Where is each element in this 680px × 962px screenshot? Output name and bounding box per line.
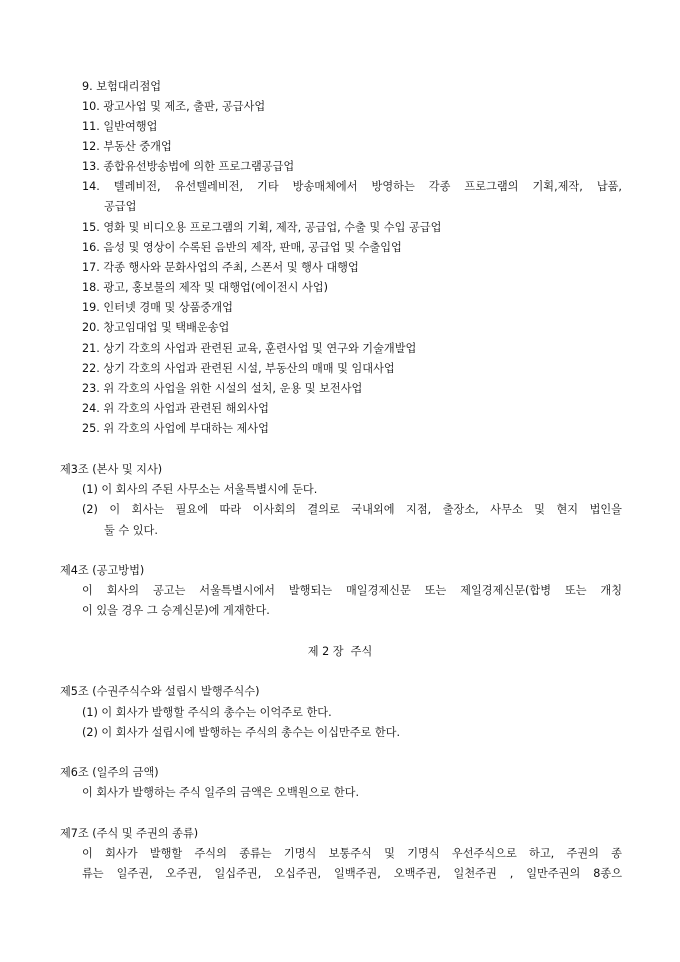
list-item: 13. 종합유선방송법에 의한 프로그램공급업 xyxy=(82,160,295,173)
list-item: 15. 영화 및 비디오용 프로그램의 기획, 제작, 공급업, 수출 및 수입 공급업 xyxy=(82,221,442,234)
article-3-paragraph-2: (2) 이 회사는 필요에 따라 이사회의 결의로 국내외에 지점, 출장소, 사무소 및 현지 법인을 xyxy=(82,503,622,516)
list-item: 19. 인터넷 경매 및 상품중개업 xyxy=(82,301,233,314)
article-3-paragraph-2-continuation: 둘 수 있다. xyxy=(104,524,158,537)
list-item: 23. 위 각호의 사업을 위한 시설의 설치, 운용 및 보전사업 xyxy=(82,382,363,395)
article-3-paragraph-1: (1) 이 회사의 주된 사무소는 서울특별시에 둔다. xyxy=(82,483,318,496)
article-4-body-continuation: 이 있을 경우 그 승계신문)에 게재한다. xyxy=(82,604,270,617)
article-4-title: 제4조 (공고방법) xyxy=(60,564,145,577)
article-7-title: 제7조 (주식 및 주권의 종류) xyxy=(60,827,199,840)
article-4-body: 이 회사의 공고는 서울특별시에서 발행되는 매일경제신문 또는 제일경제신문(합병 또는 개칭 xyxy=(82,584,622,597)
list-item: 14. 텔레비전, 유선텔레비전, 기타 방송매체에서 방영하는 각종 프로그램의 기획,제작, 납품, xyxy=(82,180,622,193)
article-3-title: 제3조 (본사 및 지사) xyxy=(60,463,163,476)
list-item: 9. 보험대리점업 xyxy=(82,80,162,93)
list-item: 10. 광고사업 및 제조, 출판, 공급사업 xyxy=(82,100,266,113)
list-item: 24. 위 각호의 사업과 관련된 해외사업 xyxy=(82,402,269,415)
article-5-title: 제5조 (수권주식수와 설립시 발행주식수) xyxy=(60,685,260,698)
list-item: 18. 광고, 홍보물의 제작 및 대행업(에이전시 사업) xyxy=(82,281,328,294)
article-7-body-continuation: 류는 일주권, 오주권, 일십주권, 오십주권, 일백주권, 오백주권, 일천주권 , 일만주권의 8종으 xyxy=(82,867,622,880)
article-6-body: 이 회사가 발행하는 주식 일주의 금액은 오백원으로 한다. xyxy=(82,786,360,799)
article-5-paragraph-1: (1) 이 회사가 발행할 주식의 총수는 이억주로 한다. xyxy=(82,706,332,719)
list-item: 20. 창고임대업 및 택배운송업 xyxy=(82,321,230,334)
chapter-heading: 제 2 장 주식 xyxy=(307,645,373,658)
list-item: 21. 상기 각호의 사업과 관련된 교육, 훈련사업 및 연구와 기술개발업 xyxy=(82,342,417,355)
list-item: 12. 부동산 중개업 xyxy=(82,140,172,153)
list-item: 11. 일반여행업 xyxy=(82,120,158,133)
list-item: 25. 위 각호의 사업에 부대하는 제사업 xyxy=(82,422,269,435)
list-item: 17. 각종 행사와 문화사업의 주최, 스폰서 및 행사 대행업 xyxy=(82,261,359,274)
list-item-continuation: 공급업 xyxy=(104,200,137,213)
list-item: 22. 상기 각호의 사업과 관련된 시설, 부동산의 매매 및 임대사업 xyxy=(82,362,395,375)
article-7-body: 이 회사가 발행할 주식의 종류는 기명식 보통주식 및 기명식 우선주식으로 하고, 주권의 종 xyxy=(82,847,622,860)
list-item: 16. 음성 및 영상이 수록된 음반의 제작, 판매, 공급업 및 수출입업 xyxy=(82,241,402,254)
article-6-title: 제6조 (일주의 금액) xyxy=(60,766,159,779)
article-5-paragraph-2: (2) 이 회사가 설립시에 발행하는 주식의 총수는 이십만주로 한다. xyxy=(82,726,401,739)
